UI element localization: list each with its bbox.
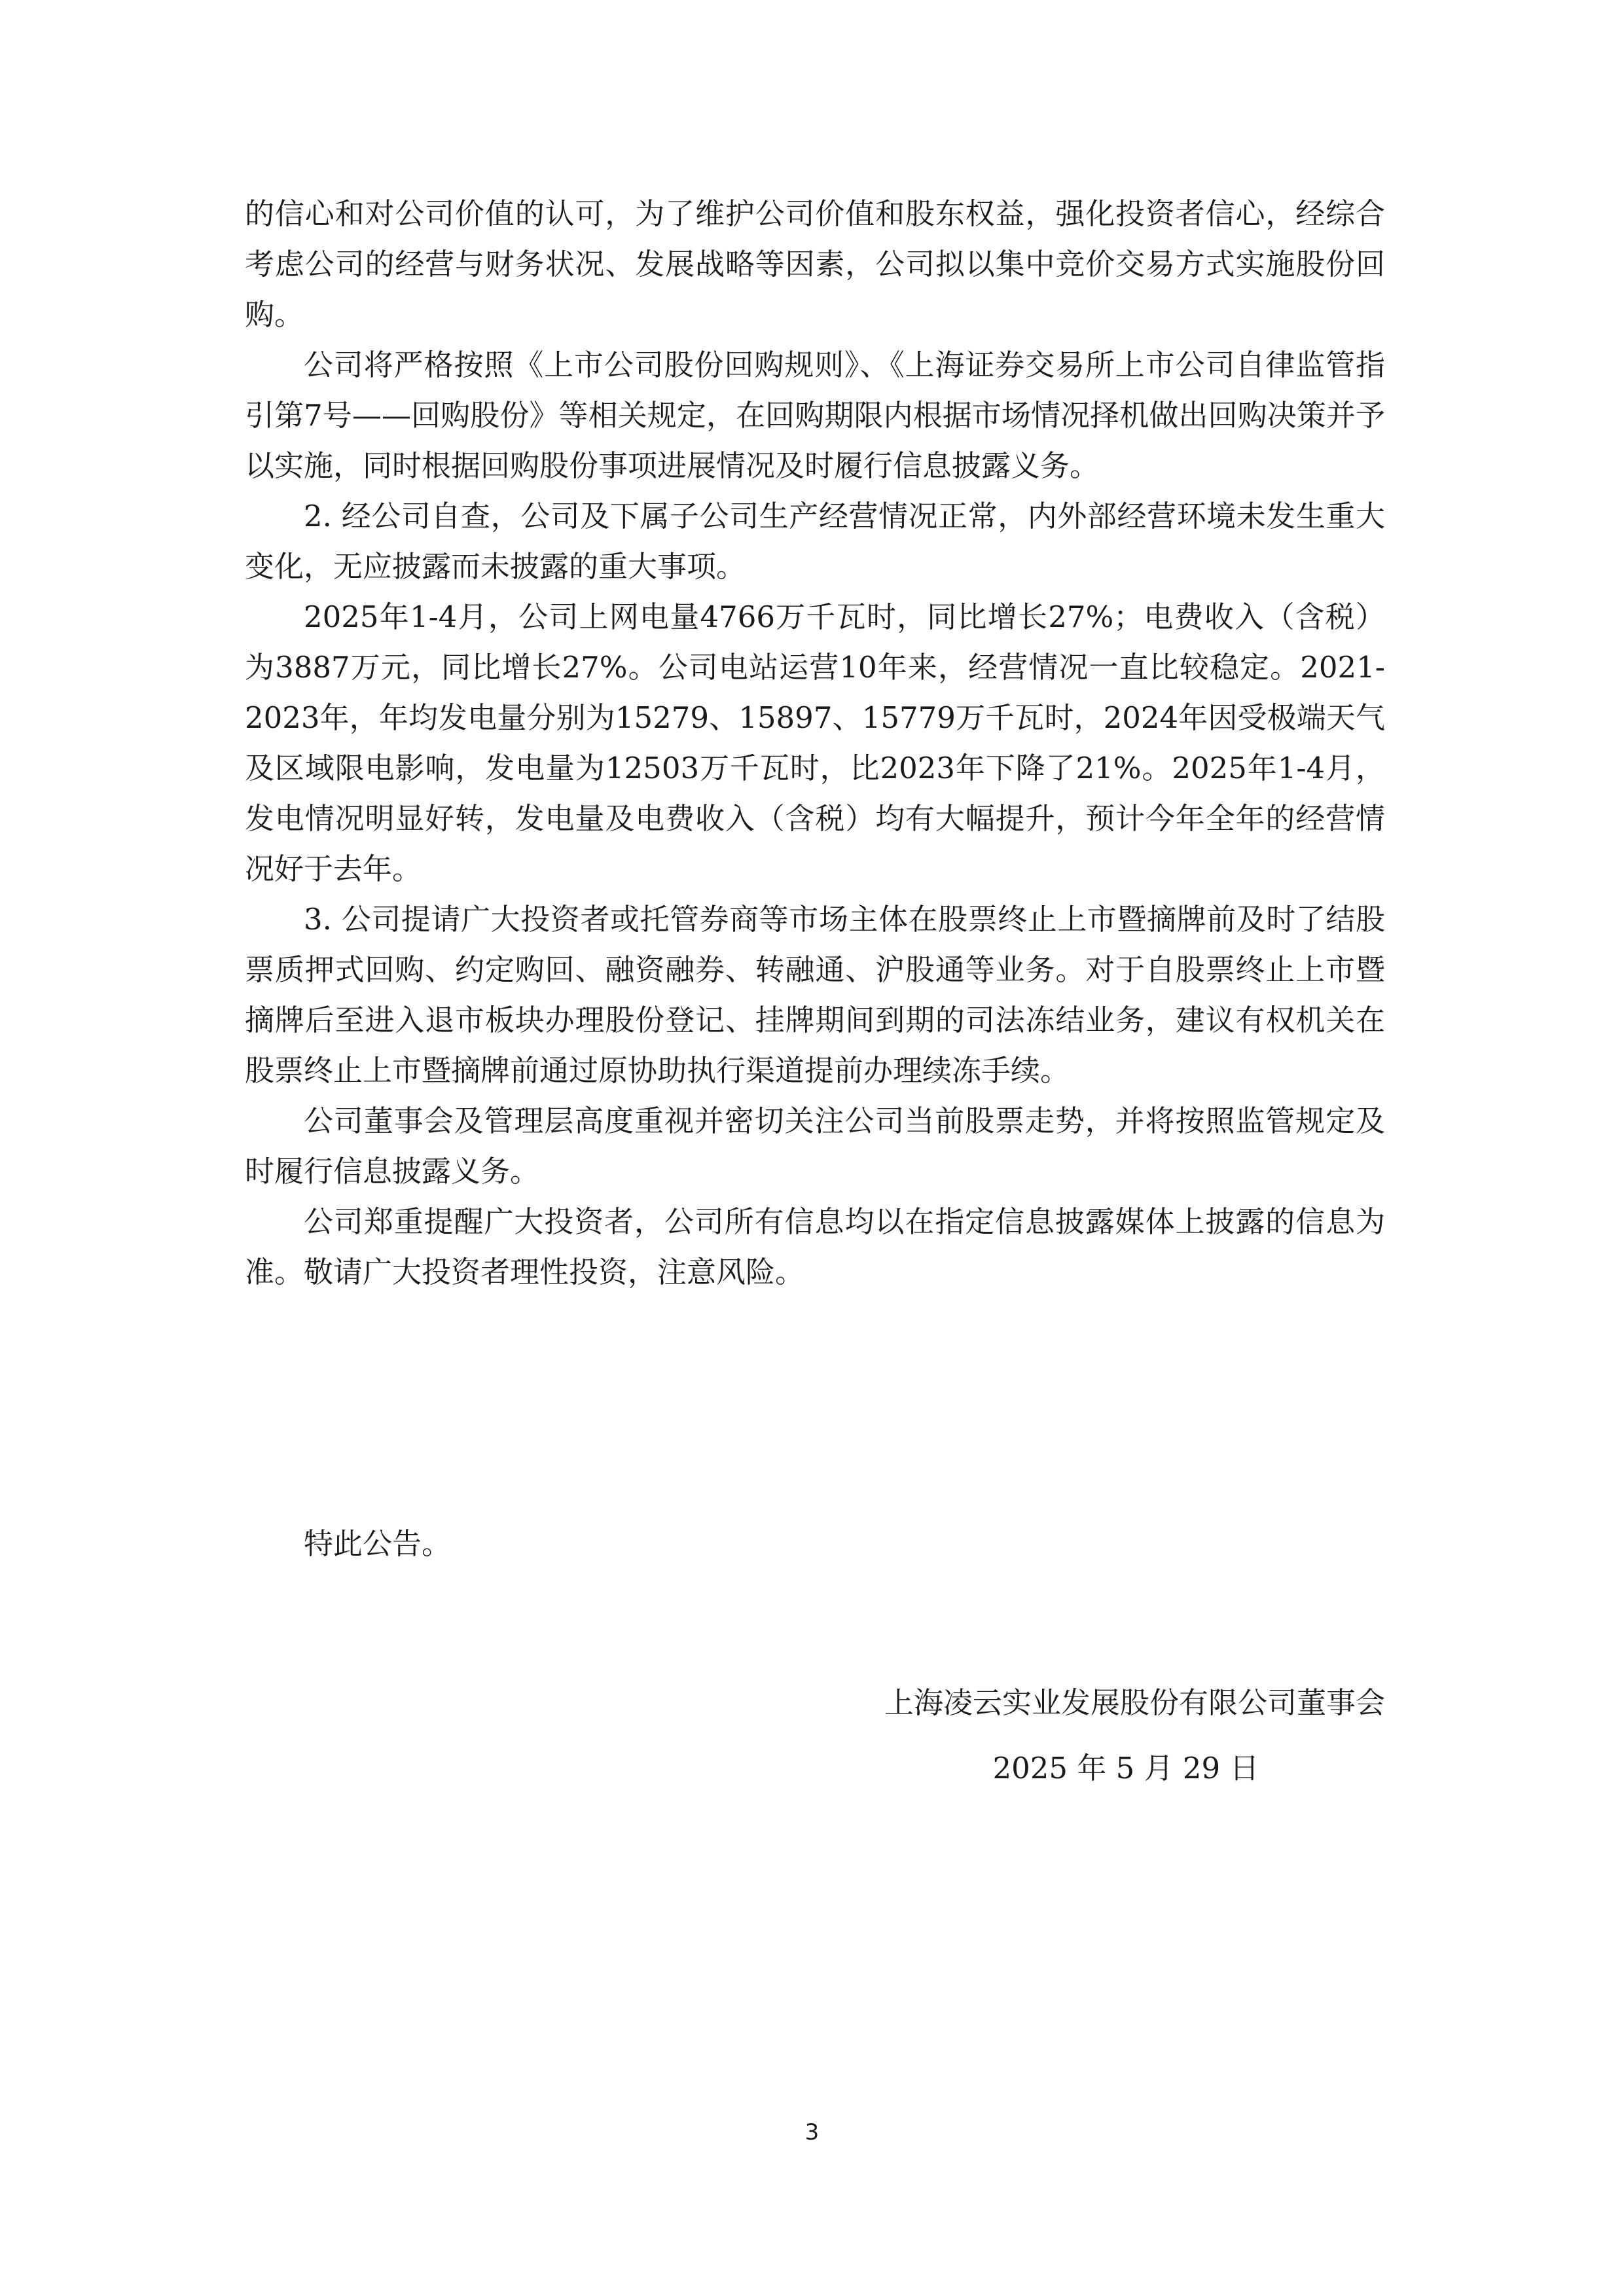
signature-block	[812, 1670, 1385, 1801]
paragraph-1: 的信心和对公司价值的认可，为了维护公司价值和股东权益，强化投资者信心，经综合考虑公司的经营与财务状况、发展战略等因素，公司拟以集中竞价交易方式实施股份回购。	[245, 196, 1385, 332]
signature-organization: 上海凌云实业发展股份有限公司董事会	[884, 1685, 1385, 1720]
page-number: 3	[804, 2119, 820, 2145]
announcement-body	[245, 188, 1385, 1297]
paragraph-5: 3. 公司提请广大投资者或托管券商等市场主体在股票终止上市暨摘牌前及时了结股票质押式回购、约定购回、融资融券、转融通、沪股通等业务。对于自股票终止上市暨摘牌后至进入退市板块办理股份登记、挂牌期间到期的司法冻结业务，建议有权机关在股票终止上市暨摘牌前通过原协助执行渠道提前办理续冻手续。	[245, 902, 1385, 1088]
paragraph-2: 公司将严格按照《上市公司股份回购规则》、《上海证券交易所上市公司自律监管指引第7号——回购股份》等相关规定，在回购期限内根据市场情况择机做出回购决策并予以实施，同时根据回购股份事项进展情况及时履行信息披露义务。	[245, 348, 1385, 483]
paragraph-3: 2. 经公司自查，公司及下属子公司生产经营情况正常，内外部经营环境未发生重大变化，无应披露而未披露的重大事项。	[245, 499, 1385, 584]
paragraph-4: 2025年1-4月，公司上网电量4766万千瓦时，同比增长27%；电费收入（含税）为3887万元，同比增长27%。公司电站运营10年来，经营情况一直比较稳定。2021-2023年，年均发电量分别为15279、15897、15779万千瓦时，2024年因受极端天气及区域限电影响，发电量为12503万千瓦时，比2023年下降了21%。2025年1-4月，发电情况明显好转，发电量及电费收入（含税）均有大幅提升，预计今年全年的经营情况好于去年。	[245, 600, 1385, 886]
closing-statement: 特此公告。	[304, 1526, 452, 1561]
paragraph-7: 公司郑重提醒广大投资者，公司所有信息均以在指定信息披露媒体上披露的信息为准。敬请广大投资者理性投资，注意风险。	[245, 1204, 1385, 1289]
paragraph-6: 公司董事会及管理层高度重视并密切关注公司当前股票走势，并将按照监管规定及时履行信息披露义务。	[245, 1103, 1385, 1189]
signature-date: 2025 年 5 月 29 日	[992, 1751, 1259, 1785]
